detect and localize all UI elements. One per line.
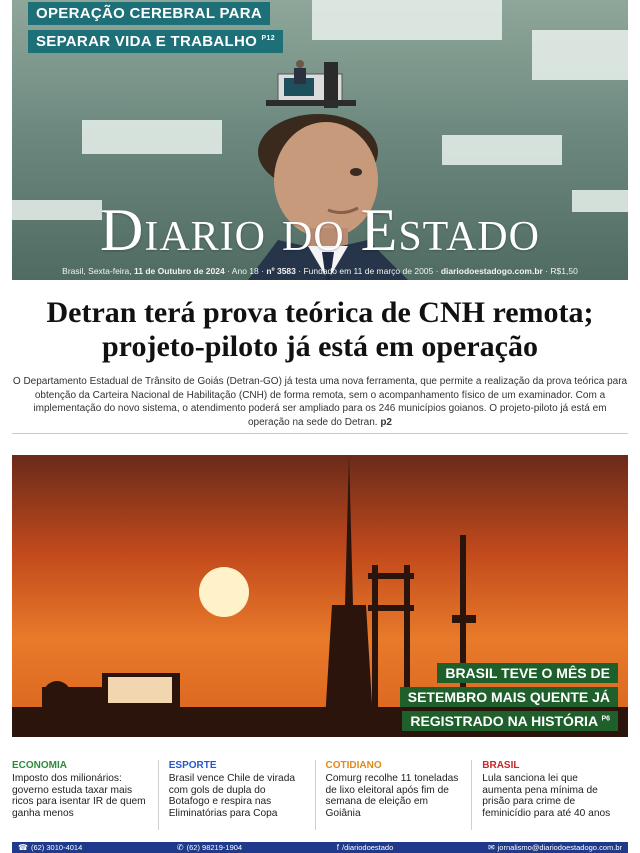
phone-text: (62) 3010-4014 [30, 843, 83, 852]
edition-location: Brasil, Sexta-feira, [62, 266, 132, 276]
edition-date: 11 de Outubro de 2024 [134, 266, 225, 276]
news-item-economia[interactable] [12, 760, 158, 830]
caption-text: REGISTRADO NA HISTÓRIA [410, 713, 598, 729]
edition-number: nº 3583 [266, 266, 296, 276]
edition-line [12, 266, 628, 276]
ceiling-light [532, 30, 628, 80]
section-tag: BRASIL [482, 760, 520, 771]
footer-phone[interactable] [18, 843, 82, 852]
mail-icon: ✉ [487, 843, 495, 852]
whatsapp-icon: ✆ [176, 843, 184, 852]
headline-line-2: projeto-piloto já está em operação [102, 330, 538, 363]
kicker-line-1[interactable] [28, 2, 270, 25]
sunset-photo[interactable] [12, 455, 628, 737]
footer-bar [12, 842, 628, 853]
section-tag: ESPORTE [168, 760, 217, 771]
kicker-line-2[interactable] [28, 30, 283, 53]
edition-site[interactable]: diariodoestadogo.com.br [440, 266, 543, 276]
ceiling-light [312, 0, 502, 40]
lead-page-ref: p2 [380, 416, 392, 428]
divider [12, 433, 628, 434]
news-text: Brasil vence Chile de virada com gols de dupla do Botafogo e respira nas Eliminatórias para Copa [168, 773, 296, 819]
caption-line-1 [437, 663, 618, 683]
section-tag: ECONOMIA [12, 760, 67, 771]
kicker-text: SEPARAR VIDA E TRABALHO [36, 33, 258, 50]
news-item-esporte[interactable] [158, 760, 315, 830]
edition-founded: · Fundado em 11 de março de 2005 · [298, 266, 439, 276]
phone-icon: ☎ [18, 843, 28, 852]
caption-line-3 [402, 711, 618, 731]
edition-year: · Ano 18 · [227, 266, 264, 276]
caption-page-ref: P6 [601, 715, 610, 723]
email-text: jornalismo@diariodoestadogo.com.br [497, 843, 622, 852]
caption-line-2 [400, 687, 618, 707]
facebook-text: /diariodoestado [341, 843, 394, 852]
hero-image [12, 0, 628, 280]
caption-text: BRASIL TEVE O MÊS DE [445, 665, 610, 681]
news-item-cotidiano[interactable] [315, 760, 472, 830]
ceiling-light [442, 135, 562, 165]
edition-price: · R$1,50 [545, 266, 578, 276]
news-text: Lula sanciona lei que aumenta pena mínima de prisão para crime de feminicídio para até 40 anos [482, 773, 611, 819]
facebook-icon: f [336, 843, 339, 852]
kicker-text: OPERAÇÃO CEREBRAL PARA [36, 5, 263, 22]
ceiling-light [82, 120, 222, 154]
news-text: Imposto dos milionários: governo estuda taxar mais ricos para isentar IR de quem ganha menos [12, 773, 146, 819]
news-columns [12, 760, 628, 830]
news-text: Comurg recolhe 11 toneladas de lixo eleitoral após fim de semana de eleição em Goiânia [325, 773, 459, 819]
section-tag: COTIDIANO [325, 760, 382, 771]
lead-paragraph [12, 375, 628, 429]
footer-email[interactable] [488, 843, 622, 852]
lead-text: O Departamento Estadual de Trânsito de Goiás (Detran-GO) já testa uma nova ferramenta, que permite a realização da prova teórica para obtenção da Carteira Nacional de Habilitação (CNH) de forma remota, sem o acompanhamento físico de um examinador. Com a implementação do novo sistema, o atendimento poderá ser ampliado para os 246 municípios goianos. O projeto-piloto já está em operação na sede do Detran. [12, 376, 628, 428]
footer-whatsapp[interactable] [177, 843, 242, 852]
kicker-page-ref: P12 [261, 35, 275, 42]
caption-text: SETEMBRO MAIS QUENTE JÁ [407, 689, 610, 705]
news-item-brasil[interactable] [471, 760, 628, 830]
masthead: Diario do Estado [100, 197, 540, 263]
whatsapp-text: (62) 98219-1904 [186, 843, 243, 852]
headline-line-1: Detran terá prova teórica de CNH remota; [46, 296, 594, 329]
main-headline[interactable] [12, 296, 628, 364]
footer-facebook[interactable] [337, 843, 394, 852]
